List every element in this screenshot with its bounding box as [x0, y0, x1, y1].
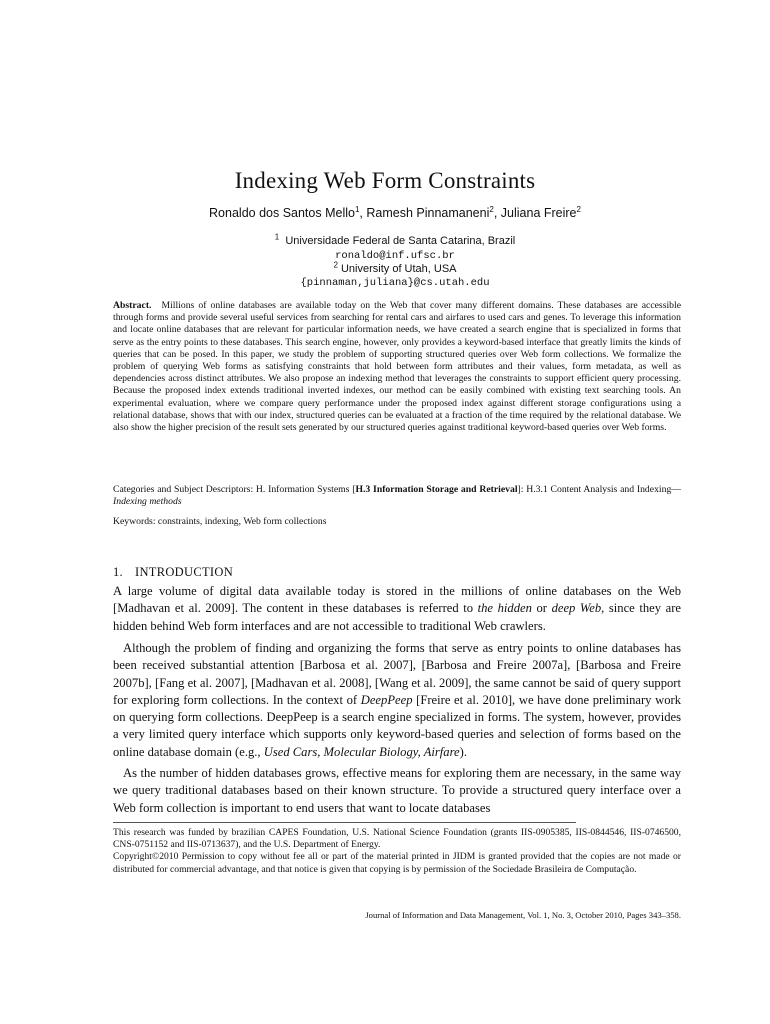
- funding-note: This research was funded by brazilian CAPES Foundation, U.S. National Science Foundation (grants IIS-0905385, IIS-0844546, IIS-0746500, CNS-0751152 and IIS-0713637), and the U.S. Department of Energy.: [113, 827, 681, 851]
- journal-footer: Journal of Information and Data Management, Vol. 1, No. 3, October 2010, Pages 343–358.: [365, 910, 681, 920]
- author-affil-mark: 1: [354, 204, 360, 214]
- abstract: [113, 300, 681, 434]
- author-separator: ,: [493, 206, 501, 220]
- text-run-italic: DeepPeep: [360, 692, 413, 707]
- abstract-label: Abstract.: [113, 300, 152, 311]
- author-affil-mark: 2: [489, 204, 494, 214]
- copyright-note: Copyright©2010 Permission to copy without fee all or part of the material printed in JIDM is granted provided that the copies are not made or distributed for commercial advantage, and that notice is given that copying is by permission of the Sociedade Brasileira de Computação.: [113, 851, 681, 875]
- text-run: , since they are hidden behind Web form interfaces and are not accessible to traditional Web crawlers.: [113, 601, 681, 633]
- author-name: Ramesh Pinnamaneni: [366, 206, 490, 220]
- categories-prefix: Categories and Subject Descriptors: H. Information Systems [: [113, 484, 356, 495]
- categories-italic: Indexing methods: [113, 496, 182, 508]
- author-affil-mark: 2: [576, 204, 581, 214]
- paper-title: Indexing Web Form Constraints: [234, 168, 536, 193]
- affil-name: Universidade Federal de Santa Catarina, Brazil: [285, 235, 516, 247]
- text-run: or: [531, 601, 552, 616]
- intro-paragraph-2: [113, 640, 681, 761]
- section-number: 1.: [113, 565, 123, 579]
- author-name: Juliana Freire: [500, 206, 577, 220]
- text-run-italic: the hidden: [477, 601, 532, 616]
- intro-paragraph-1: [113, 583, 681, 635]
- categories-bold: H.3 Information Storage and Retrieval: [355, 484, 518, 495]
- categories-middle: ]: H.3.1 Content Analysis and Indexing—: [517, 484, 681, 495]
- abstract-text: Millions of online databases are available today on the Web that cover many different domains. These databases are accessible through forms and provide several useful services from searching for rental cars and airfares to used cars and genes. To leverage this information and locate online databases that are relevant for particular information needs, we have created a search engine that is specialized in forms that serve as the entry points to these databases. This search engine, however, only provides a keyword-based interface that greatly limits the kinds of queries that can be posed. In this paper, we study the problem of supporting structured queries over Web form collections. We formalize the problem of querying Web forms as satisfying constraints that hold between form attributes and their values, form metadata, as well as dependencies across distinct attributes. We also propose an indexing method that leverages the constraints to support efficient query processing. Because the proposed index extends traditional inverted indexes, our method can be easily combined with existing text searching tools. An experimental evaluation, where we compare query performance under the proposed index against different storage configurations using a relational database, shows that with our index, structured queries can be evaluated at a fraction of the time required by the relational database. We also show the higher precision of the result sets generated by our structured queries against traditional keyword-based queries over Web forms.: [113, 300, 681, 434]
- affil-mark: 1: [274, 232, 280, 242]
- keywords: Keywords: constraints, indexing, Web form collections: [113, 516, 327, 527]
- affiliation-1: [0, 234, 770, 249]
- intro-paragraph-3: As the number of hidden databases grows, effective means for exploring them are necessary, in the same way we query traditional databases based on their known structure. To provide a structured query interface over a Web form collection is important to end users that want to locate databases: [113, 766, 681, 815]
- text-run-italic: deep Web: [551, 601, 602, 616]
- affil-mark: 2: [333, 260, 338, 270]
- footnote-rule: [113, 822, 576, 823]
- text-run: A large volume of digital data available today is stored in the millions of online databases on the Web [Madhavan et al. 2009]. The content in these databases is referred to: [113, 584, 681, 616]
- author-separator: ,: [359, 206, 367, 220]
- author-list: [0, 206, 770, 220]
- footnote: [113, 827, 681, 876]
- text-run: ).: [459, 744, 467, 759]
- text-run: Although the problem of finding and organizing the forms that serve as entry points to online databases has been received substantial attention [Barbosa et al. 2007], [Barbosa and Freire 2007a], [Barbosa and Freire 2007b], [Fang et al. 2007], [Madhavan et al. 2008], [Wang et al. 2009], the same cannot be said of query support for exploring form collections. In the context of: [113, 641, 681, 707]
- author-name: Ronaldo dos Santos Mello: [209, 206, 355, 220]
- affil-name: University of Utah, USA: [340, 263, 457, 275]
- affiliation-2: [0, 262, 770, 277]
- text-run: [Freire et al. 2010], we have done preliminary work on querying form collections. DeepPeep is a search engine specialized in forms. The system, however, provides a very limited query interface which supports only keyword-based queries and selection of forms based on the online database domain (e.g.,: [113, 692, 682, 759]
- affiliation-2-email: {pinnaman,juliana}@cs.utah.edu: [300, 277, 490, 289]
- section-heading: [113, 565, 233, 580]
- text-run-italic: Used Cars, Molecular Biology, Airfare: [263, 744, 460, 759]
- section-title: INTRODUCTION: [134, 565, 234, 579]
- categories: [113, 484, 681, 508]
- affiliation-1-email: ronaldo@inf.ufsc.br: [335, 250, 455, 262]
